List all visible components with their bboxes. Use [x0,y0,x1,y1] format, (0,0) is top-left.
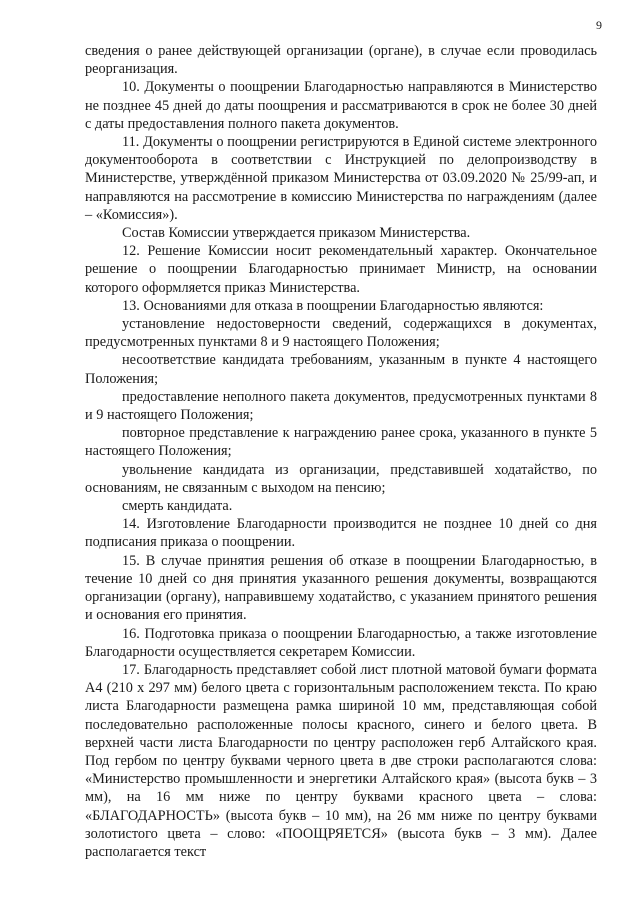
page-number: 9 [596,18,602,32]
paragraph: установление недостоверности сведений, содержащихся в документах, предусмотренных пунктами 8 и 9 настоящего Положения; [85,316,597,351]
paragraph: несоответствие кандидата требованиям, указанным в пункте 4 настоящего Положения; [85,352,597,387]
paragraph: 17. Благодарность представляет собой лист плотной матовой бумаги формата А4 (210 х 297 мм) белого цвета с горизонтальным расположением текста. По краю листа Благодарности размещена рамка шириной 10 мм, представляющая собой последовательно расположенные полосы красного, синего и белого цвета. В верхней части листа Благодарности по центру расположен герб Алтайского края. Под гербом по центру буквами черного цвета в две строки располагаются слова: «Министерство промышленности и энергетики Алтайского края» (высота букв – 3 мм), на 16 мм ниже по центру буквами красного цвета – слова: «БЛАГОДАРНОСТЬ» (высота букв – 10 мм), на 26 мм ниже по центру буквами золотистого цвета – слово: «ПООЩРЯЕТСЯ» (высота букв – 3 мм). Далее располагается текст [85,661,597,860]
paragraph: 16. Подготовка приказа о поощрении Благодарностью, а также изготовление Благодарности осуществляется секретарем Комиссии. [85,625,597,660]
paragraph: 12. Решение Комиссии носит рекомендательный характер. Окончательное решение о поощрении Благодарностью принимает Министр, на основании которого оформляется приказ Министерства. [85,243,597,296]
paragraph: 14. Изготовление Благодарности производится не позднее 10 дней со дня подписания приказа о поощрении. [85,516,597,551]
paragraph: предоставление неполного пакета документов, предусмотренных пунктами 8 и 9 настоящего Положения; [85,388,597,424]
paragraph: сведения о ранее действующей организации (органе), в случае если проводилась реорганизация. [85,43,597,78]
paragraph: Состав Комиссии утверждается приказом Министерства. [122,225,471,242]
paragraph: 13. Основаниями для отказа в поощрении Благодарностью являются: [122,297,544,314]
paragraph: увольнение кандидата из организации, представившей ходатайство, по основаниям, не связанным с выходом на пенсию; [85,461,597,496]
paragraph: 11. Документы о поощрении регистрируются в Единой системе электронного документооборота в соответствии с Инструкцией по делопроизводству в Министерстве, утверждённой приказом Министерства от 03.09.2020 № 25/99-ап, и направляются на рассмотрение в комиссию Министерства по награждениям (далее – «Комиссия»). [85,134,597,223]
paragraph: 15. В случае принятия решения об отказе в поощрении Благодарностью, в течение 10 дней со дня принятия указанного решения документы, возвращаются организации (органу), направившему ходатайство, с указанием принятого решения и основания его принятия. [85,552,597,624]
paragraph: 10. Документы о поощрении Благодарностью направляются в Министерство не позднее 45 дней до даты поощрения и рассматриваются в срок не более 30 дней с даты предоставления полного пакета документов. [85,79,597,132]
document-body [85,42,597,861]
paragraph: повторное представление к награждению ранее срока, указанного в пункте 5 настоящего Положения; [85,425,597,460]
paragraph: смерть кандидата. [122,498,233,515]
